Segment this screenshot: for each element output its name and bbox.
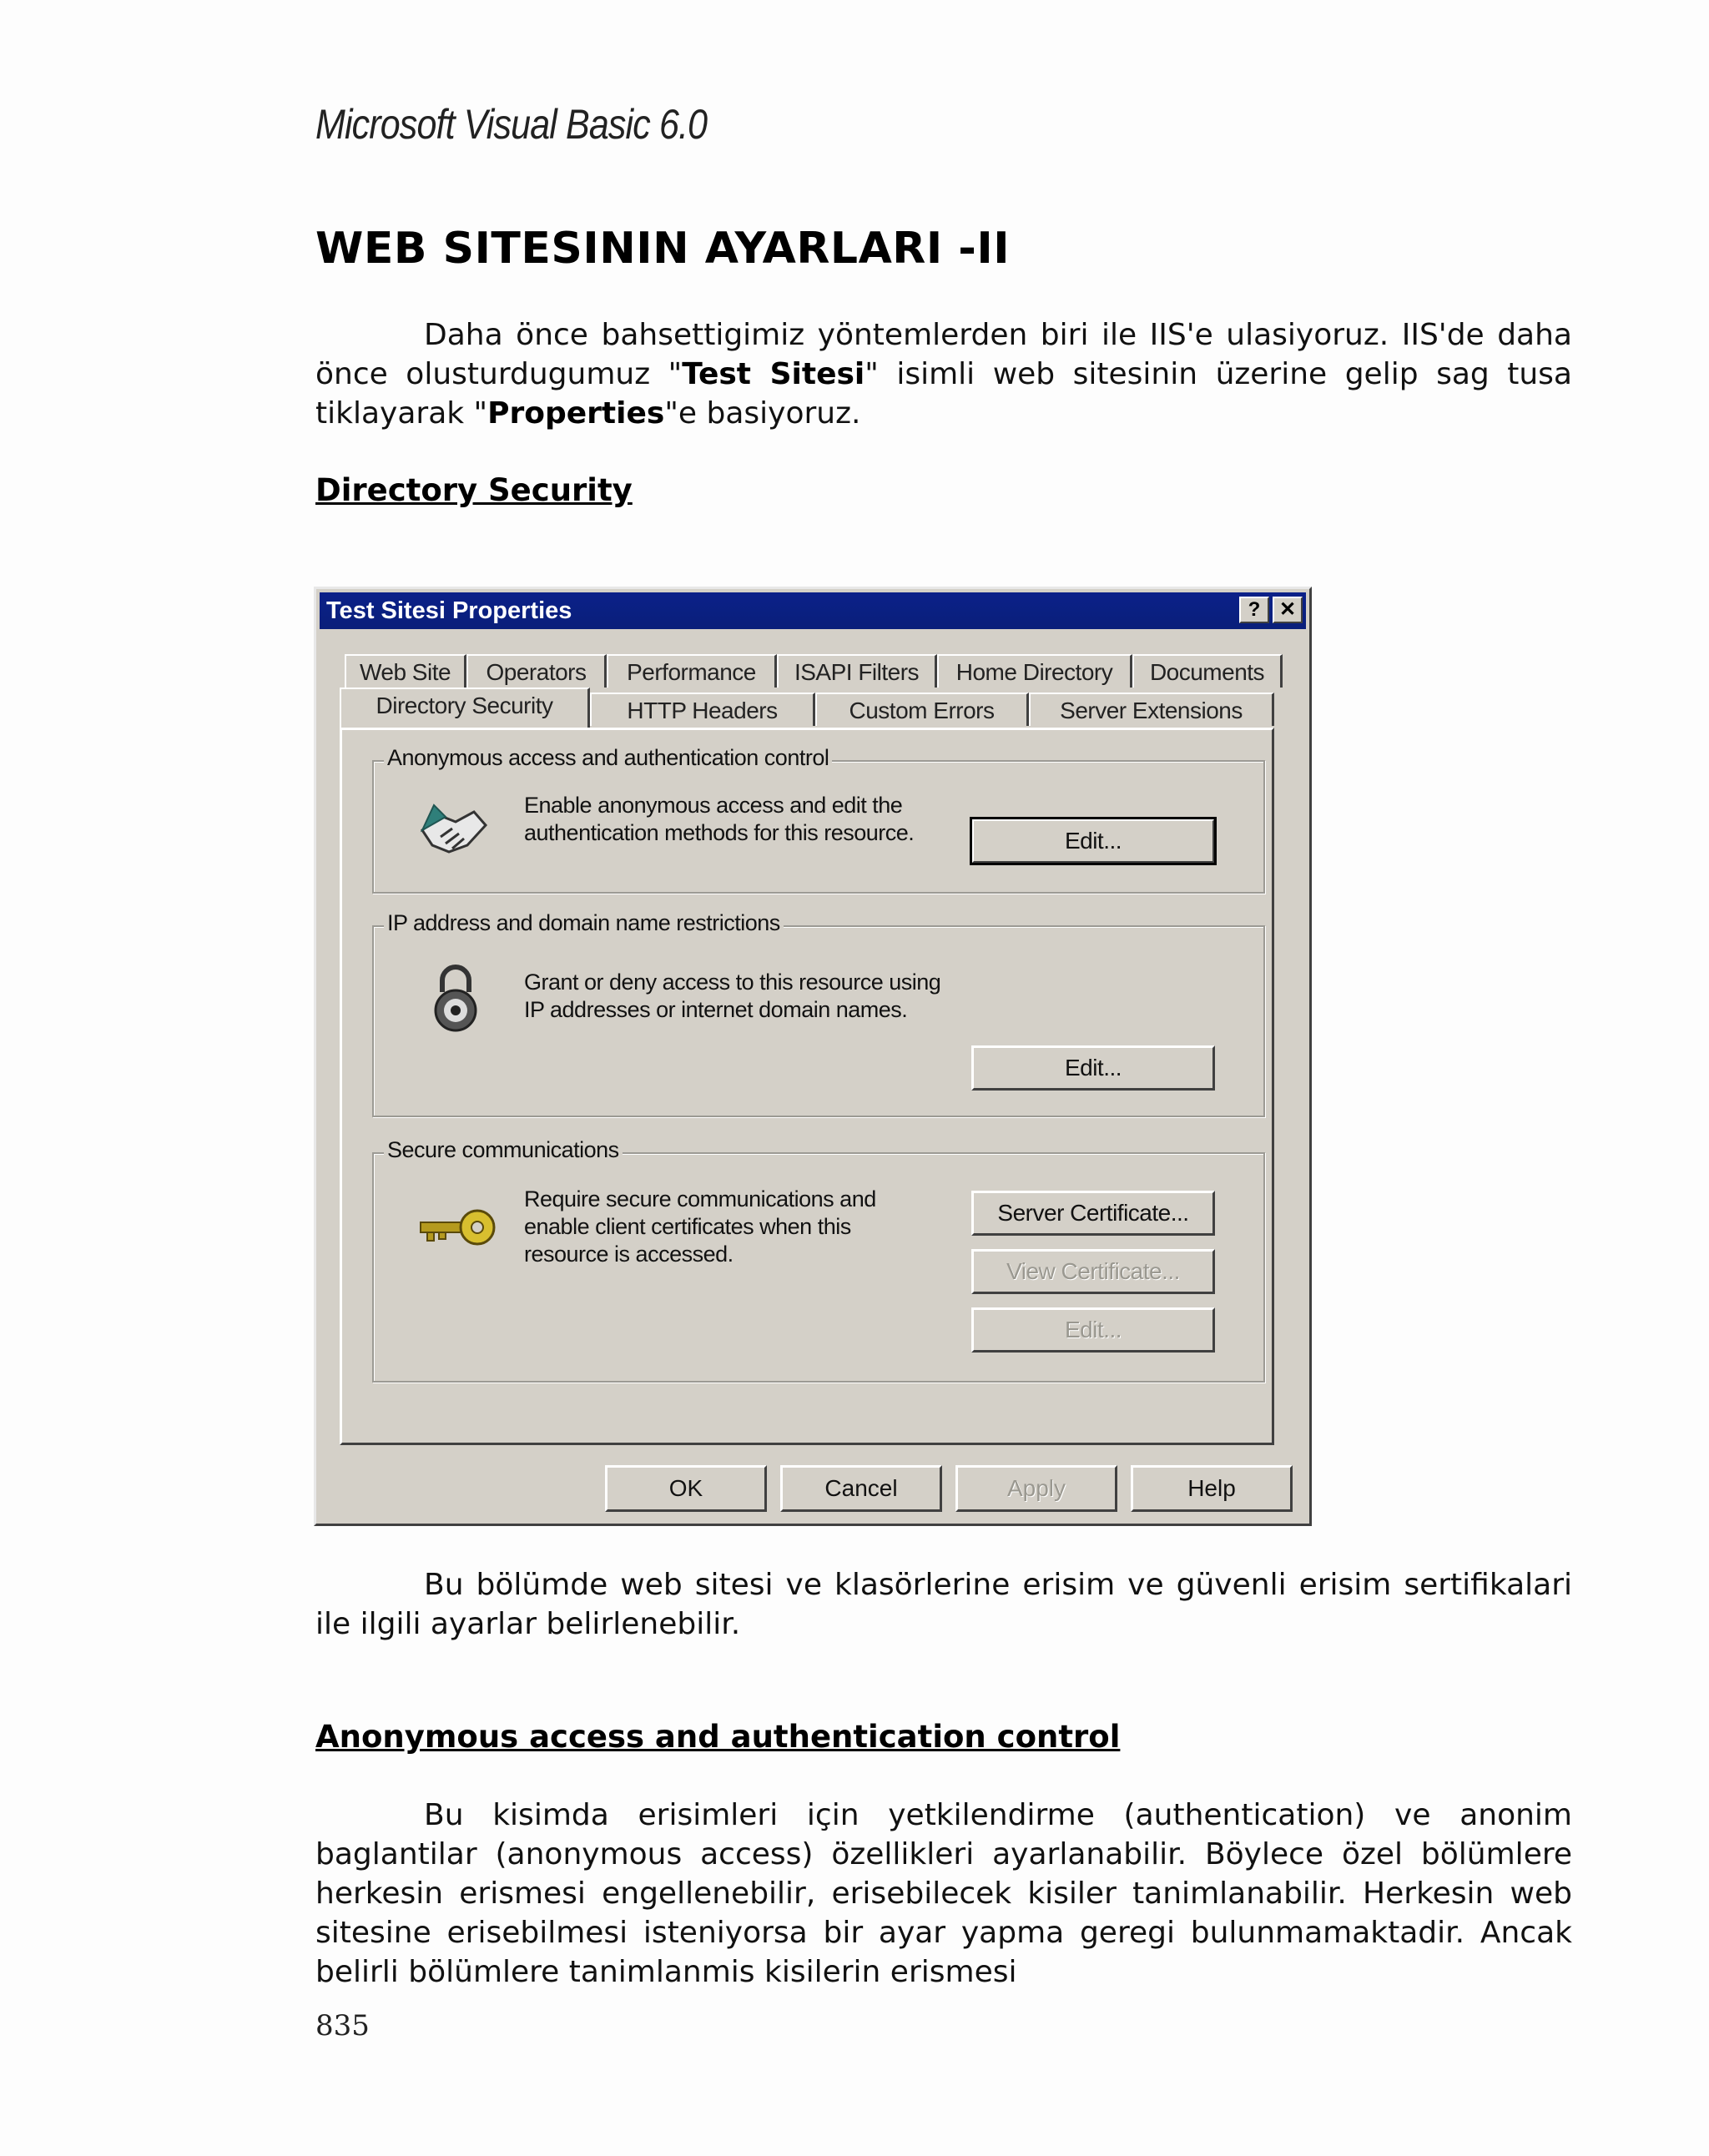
properties-dialog — [314, 587, 1312, 1526]
padlock-icon — [431, 962, 481, 1034]
group-title-ip: IP address and domain name restrictions — [384, 910, 784, 936]
secure-desc-line1: Require secure communications and — [524, 1186, 876, 1211]
dialog-titlebar — [320, 592, 1306, 629]
secure-desc-line3: resource is accessed. — [524, 1242, 734, 1267]
cancel-button[interactable]: Cancel — [780, 1465, 942, 1512]
after-dialog-text: Bu bölümde web sitesi ve klasörlerine erisim ve güvenli erisim sertifikalari ile ilgili ayarlar belirlenebilir. — [315, 1568, 1572, 1641]
tab-home-directory[interactable]: Home Directory — [937, 654, 1132, 688]
group-title-secure: Secure communications — [384, 1137, 623, 1163]
directory-security-panel — [340, 728, 1274, 1445]
ip-edit-button[interactable]: Edit... — [971, 1045, 1215, 1091]
intro-text-3: "e basiyoruz. — [664, 396, 861, 431]
close-icon[interactable]: ✕ — [1273, 597, 1303, 623]
group-secure-communications — [372, 1137, 1265, 1383]
after-dialog-paragraph — [315, 1565, 1572, 1644]
intro-text-1: Daha önce bahsettigimiz yöntemlerden biri ile IIS'e ulasiyoruz. IIS'de daha önce olusturdugumuz " — [315, 318, 1572, 391]
intro-text-2: " isimli web sitesinin üzerine gelip sag tusa tiklayarak " — [315, 357, 1572, 431]
tab-http-headers[interactable]: HTTP Headers — [590, 693, 815, 726]
secure-edit-button[interactable]: Edit... — [971, 1307, 1215, 1353]
handshake-icon — [416, 797, 491, 864]
anonymous-edit-button[interactable]: Edit... — [971, 819, 1215, 864]
tab-documents[interactable]: Documents — [1132, 654, 1283, 688]
dialog-title: Test Sitesi Properties — [326, 597, 572, 624]
help-button[interactable]: Help — [1131, 1465, 1293, 1512]
tab-server-extensions[interactable]: Server Extensions — [1029, 693, 1274, 726]
anonymous-paragraph — [315, 1796, 1572, 1992]
tab-web-site[interactable]: Web Site — [345, 654, 466, 688]
view-certificate-button[interactable]: View Certificate... — [971, 1249, 1215, 1294]
group-ip-restrictions — [372, 910, 1265, 1117]
section-heading-anonymous-access: Anonymous access and authentication control — [315, 1719, 1121, 1755]
tab-performance[interactable]: Performance — [607, 654, 777, 688]
apply-button[interactable]: Apply — [955, 1465, 1117, 1512]
intro-bold-properties: Properties — [487, 396, 665, 431]
section-heading-directory-security: Directory Security — [315, 472, 633, 508]
intro-paragraph — [315, 315, 1572, 433]
tab-operators[interactable]: Operators — [466, 654, 607, 688]
tab-isapi-filters[interactable]: ISAPI Filters — [777, 654, 937, 688]
key-icon — [417, 1202, 497, 1252]
tab-custom-errors[interactable]: Custom Errors — [815, 693, 1029, 726]
group-anonymous-access — [372, 745, 1265, 894]
ip-desc-line1: Grant or deny access to this resource using — [524, 970, 941, 995]
anonymous-desc-line1: Enable anonymous access and edit the — [524, 793, 903, 818]
page-number: 835 — [315, 2009, 370, 2043]
tab-directory-security[interactable]: Directory Security — [340, 688, 590, 728]
anonymous-desc-line2: authentication methods for this resource. — [524, 820, 915, 845]
group-title-anonymous: Anonymous access and authentication control — [384, 745, 832, 771]
ok-button[interactable]: OK — [605, 1465, 767, 1512]
help-title-button[interactable]: ? — [1239, 597, 1269, 623]
secure-desc-line2: enable client certificates when this — [524, 1214, 851, 1239]
chapter-title: WEB SITESININ AYARLARI -II — [315, 224, 1011, 274]
server-certificate-button[interactable]: Server Certificate... — [971, 1191, 1215, 1236]
anonymous-paragraph-text: Bu kisimda erisimleri için yetkilendirme (authentication) ve anonim baglantilar (anonymous access) özellikleri ayarlanabilir. Böylece özel bölümlere herkesin erismesi engellenebilir, erisebilecek kisiler tanimlanabilir. Herkesin web sitesine erisebilmesi isteniyorsa bir ayar yapma geregi bulunmamaktadir. Ancak belirli bölümlere tanimlanmis kisilerin erismesi — [315, 1798, 1572, 1989]
ip-desc-line2: IP addresses or internet domain names. — [524, 997, 908, 1022]
intro-bold-test-sitesi: Test Sitesi — [682, 357, 865, 391]
book-title: Microsoft Visual Basic 6.0 — [315, 101, 708, 148]
